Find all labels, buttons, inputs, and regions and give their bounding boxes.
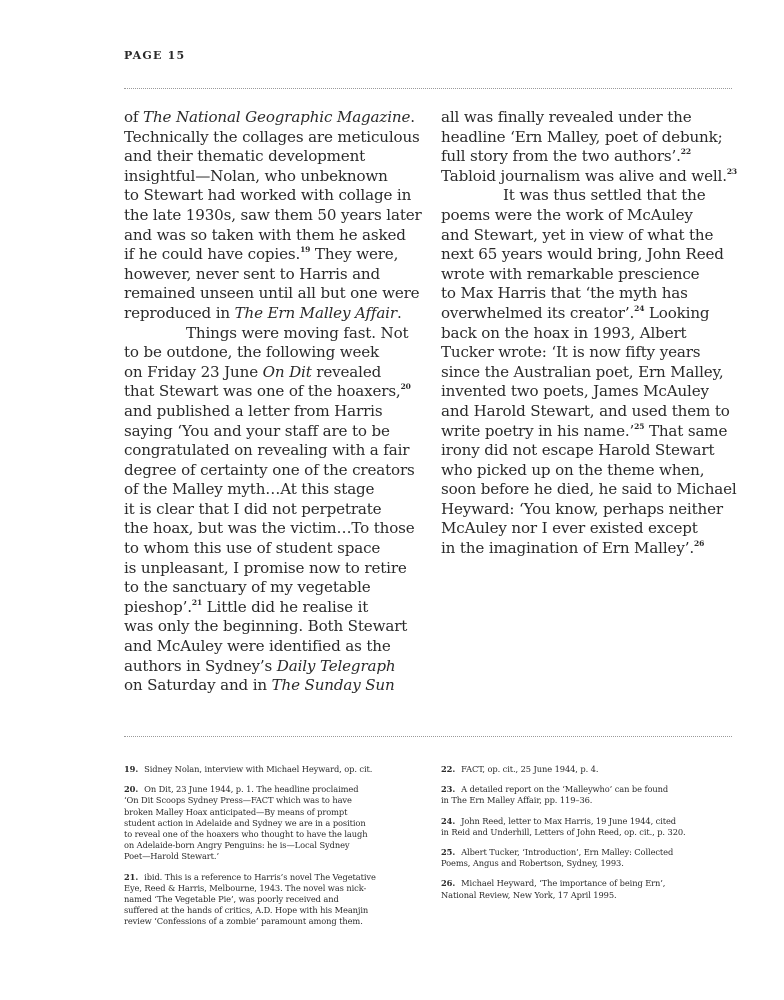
footnote-divider	[124, 736, 732, 737]
footnote-line: in The Ern Malley Affair, pp. 119–36.	[441, 795, 593, 806]
footnote-line: 25. Albert Tucker, ‘Introduction’, Ern Malley: Collected	[441, 847, 674, 858]
body-left-line: to whom this use of student space	[124, 539, 381, 558]
footnote-number: 24.	[441, 815, 456, 826]
body-right-line: next 65 years would bring, John Reed	[441, 245, 724, 264]
page-number-label: PAGE 15	[124, 49, 186, 62]
footnote-reference[interactable]: 19	[300, 245, 311, 255]
body-left-line: to the sanctuary of my vegetable	[124, 578, 371, 597]
body-left-line: Things were moving fast. Not	[186, 323, 409, 342]
body-right-line: since the Australian poet, Ern Malley,	[441, 362, 724, 381]
body-right-line: back on the hoax in 1993, Albert	[441, 323, 687, 342]
body-column-right	[441, 108, 736, 559]
body-right-line: and Harold Stewart, and used them to	[441, 401, 730, 420]
body-right-line: invented two poets, James McAuley	[441, 382, 709, 401]
footnote-number: 21.	[124, 871, 139, 882]
body-left-line: of the Malley myth…At this stage	[124, 480, 375, 499]
body-left-line: on Saturday and in The Sunday Sun	[124, 676, 395, 695]
body-left-line: saying ‘You and your staff are to be	[124, 421, 390, 440]
footnote-line: 24. John Reed, letter to Max Harris, 19 June 1944, cited	[441, 815, 677, 826]
body-left-line: and McAuley were identified as the	[124, 637, 391, 656]
footnote-line: named ‘The Vegetable Pie’, was poorly received and	[124, 894, 339, 905]
body-left-line: was only the beginning. Both Stewart	[124, 617, 408, 636]
body-right-line: in the imagination of Ern Malley’.$^{26}$	[441, 539, 705, 558]
body-column-left	[124, 108, 422, 696]
footnote	[441, 878, 741, 900]
body-left-line: on Friday 23 June On Dit revealed	[124, 362, 382, 381]
body-left-line: authors in Sydney’s Daily Telegraph	[124, 656, 396, 675]
body-left-line: however, never sent to Harris and	[124, 264, 381, 283]
footnote-number: 26.	[441, 878, 456, 889]
footnote	[441, 816, 741, 838]
footnote-line: 22. FACT, op. cit., 25 June 1944, p. 4.	[441, 764, 599, 774]
body-left-line: to Stewart had worked with collage in	[124, 186, 412, 205]
footnote-line: 20. On Dit, 23 June 1944, p. 1. The headline proclaimed	[124, 784, 359, 795]
body-left-line: and published a letter from Harris	[124, 401, 383, 420]
footnote-line: 19. Sidney Nolan, interview with Michael Heyward, op. cit.	[124, 764, 373, 774]
body-right-line: poems were the work of McAuley	[441, 205, 693, 224]
body-right-line: soon before he died, he said to Michael	[441, 480, 737, 499]
footnote-line: Poet—Harold Stewart.’	[124, 851, 219, 862]
body-left-line: of The National Geographic Magazine.	[124, 108, 415, 126]
body-left-line: the late 1930s, saw them 50 years later	[124, 205, 422, 224]
body-left-line: to be outdone, the following week	[124, 343, 380, 362]
footnote-number: 20.	[124, 784, 139, 795]
footnote-line: student action in Adelaide and Sydney we are in a position	[124, 817, 366, 828]
footnote	[124, 764, 424, 775]
header-divider	[124, 88, 732, 89]
footnote-line: to reveal one of the hoaxers who thought to have the laugh	[124, 829, 368, 840]
body-right-line: full story from the two authors’.$^{22}$	[441, 147, 691, 166]
body-right-line: Heyward: ‘You know, perhaps neither	[441, 499, 723, 518]
footnote-line: 23. A detailed report on the ‘Malleywho’ can be found	[441, 784, 669, 795]
body-right-line: and Stewart, yet in view of what the	[441, 225, 714, 244]
body-right-line: to Max Harris that ‘the myth has	[441, 284, 688, 303]
footnote	[441, 847, 741, 869]
body-right-line: who picked up on the theme when,	[441, 460, 705, 479]
footnote-line: Poems, Angus and Robertson, Sydney, 1993.	[441, 858, 624, 869]
footnote-reference[interactable]: 25	[634, 421, 645, 431]
body-left-line: it is clear that I did not perpetrate	[124, 499, 382, 518]
footnote-line: 26. Michael Heyward, ‘The importance of being Ern’,	[441, 878, 666, 889]
footnote-number: 25.	[441, 847, 456, 858]
footnotes-column-left	[124, 764, 424, 937]
body-right-line: write poetry in his name.’$^{25}$ That same	[441, 421, 728, 440]
body-left-line: insightful—Nolan, who unbeknown	[124, 166, 388, 185]
body-left-line: the hoax, but was the victim…To those	[124, 519, 415, 538]
body-right-line: wrote with remarkable prescience	[441, 264, 700, 283]
footnote-line: review ‘Confessions of a zombie’ paramount among them.	[124, 916, 363, 927]
footnote-reference[interactable]: 20	[400, 382, 411, 392]
body-right-line: Tucker wrote: ‘It is now fifty years	[441, 343, 701, 362]
footnote-line: Eye, Reed & Harris, Melbourne, 1943. The novel was nick-	[124, 882, 367, 893]
body-right-line: Tabloid journalism was alive and well.$^{23}$	[441, 166, 737, 185]
footnote-line: in Reid and Underhill, Letters of John Reed, op. cit., p. 320.	[441, 826, 686, 837]
footnote-number: 22.	[441, 764, 456, 774]
body-left-line: reproduced in The Ern Malley Affair.	[124, 303, 402, 322]
footnote-line: National Review, New York, 17 April 1995.	[441, 889, 617, 900]
footnote-reference[interactable]: 23	[726, 166, 737, 176]
body-right-line: McAuley nor I ever existed except	[441, 519, 698, 538]
footnote	[124, 872, 424, 928]
body-right-line: all was finally revealed under the	[441, 108, 692, 126]
footnote-reference[interactable]: 26	[694, 539, 705, 549]
body-right-line: It was thus settled that the	[503, 186, 706, 205]
body-left-line: congratulated on revealing with a fair	[124, 441, 410, 460]
body-left-line: if he could have copies.$^{19}$ They were,	[124, 245, 399, 264]
footnote	[124, 784, 424, 862]
footnote-line: broken Malley Hoax anticipated—By means of prompt	[124, 806, 348, 817]
body-left-line: remained unseen until all but one were	[124, 284, 420, 303]
body-left-line: that Stewart was one of the hoaxers,$^{20}$	[124, 382, 411, 401]
body-left-line: and their thematic development	[124, 147, 366, 166]
body-left-line: degree of certainty one of the creators	[124, 460, 415, 479]
footnotes-column-right	[441, 764, 741, 910]
footnote	[441, 764, 741, 775]
body-left-line: Technically the collages are meticulous	[124, 127, 420, 146]
footnote-reference[interactable]: 22	[680, 147, 691, 157]
footnote-line: on Adelaide-born Angry Penguins: he is—Local Sydney	[124, 840, 350, 851]
footnote-number: 19.	[124, 764, 139, 774]
body-right-line: headline ‘Ern Malley, poet of debunk;	[441, 127, 723, 146]
footnote-reference[interactable]: 21	[191, 597, 203, 607]
body-left-line: pieshop’.$^{21}$ Little did he realise it	[124, 597, 369, 616]
body-right-line: irony did not escape Harold Stewart	[441, 441, 715, 460]
body-right-line: overwhelmed its creator’.$^{24}$ Looking	[441, 303, 710, 322]
body-left-line: and was so taken with them he asked	[124, 225, 406, 244]
footnote-line: ‘On Dit Scoops Sydney Press—FACT which was to have	[124, 795, 352, 806]
footnote-line: suffered at the hands of critics, A.D. Hope with his Meanjin	[124, 905, 369, 916]
body-left-line: is unpleasant, I promise now to retire	[124, 558, 407, 577]
footnote-line: 21. ibid. This is a reference to Harris’s novel The Vegetative	[124, 871, 376, 882]
footnote-reference[interactable]: 24	[634, 303, 645, 313]
footnote-number: 23.	[441, 784, 456, 795]
footnote	[441, 784, 741, 806]
